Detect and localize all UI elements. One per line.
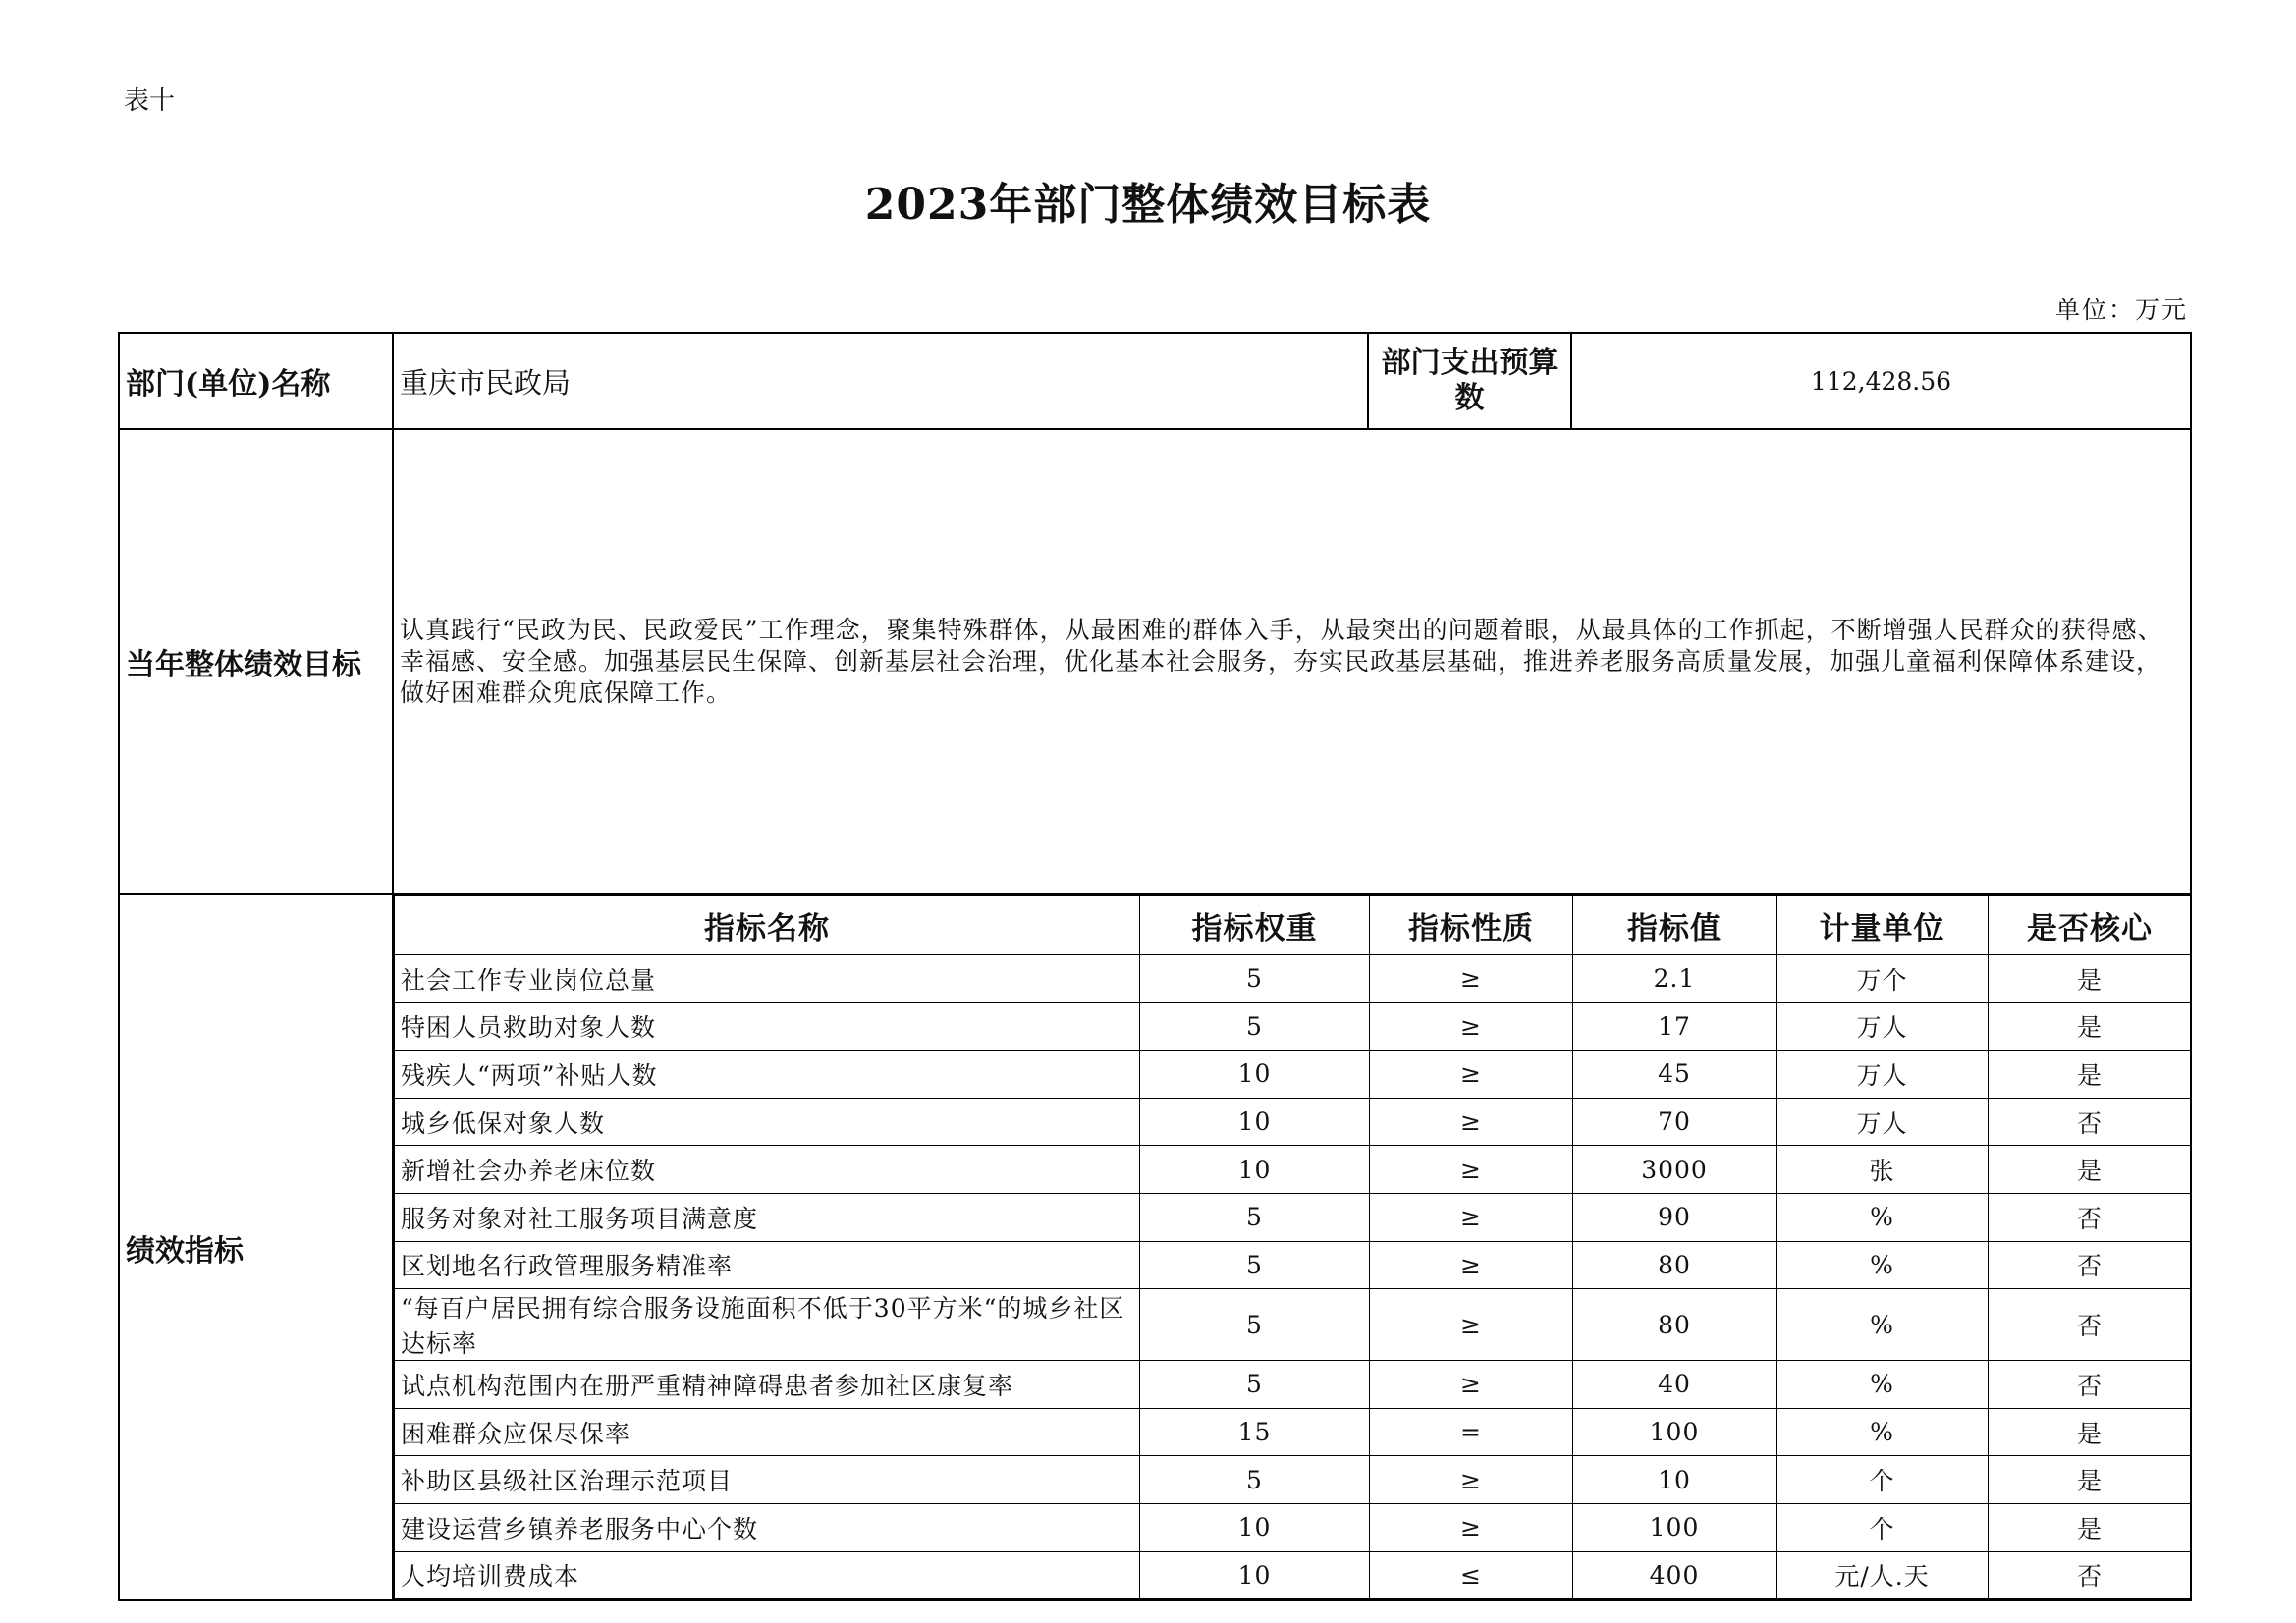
indicator-unit: 万个 bbox=[1777, 955, 1989, 1003]
unit-label: 单位：万元 bbox=[2054, 296, 2188, 324]
indicator-nature: ≥ bbox=[1370, 1146, 1573, 1194]
indicator-nature: ≥ bbox=[1370, 1241, 1573, 1289]
indicator-core: 是 bbox=[1989, 1051, 2192, 1099]
indicator-name: 城乡低保对象人数 bbox=[395, 1098, 1140, 1146]
indicator-name: 新增社会办养老床位数 bbox=[395, 1146, 1140, 1194]
budget-value: 112,428.56 bbox=[1810, 366, 1952, 396]
budget-label: 部门支出预算数 bbox=[1381, 346, 1558, 415]
column-header: 是否核心 bbox=[1989, 896, 2192, 955]
table-row bbox=[395, 955, 2192, 1003]
indicator-weight: 5 bbox=[1140, 1456, 1370, 1504]
indicators-label: 绩效指标 bbox=[126, 1233, 244, 1269]
indicator-value: 80 bbox=[1573, 1289, 1777, 1361]
indicator-weight: 5 bbox=[1140, 1193, 1370, 1241]
indicator-nature: ≥ bbox=[1370, 1289, 1573, 1361]
indicator-weight: 5 bbox=[1140, 1289, 1370, 1361]
table-row bbox=[395, 1051, 2192, 1099]
indicator-value: 400 bbox=[1573, 1551, 1777, 1599]
indicator-value: 40 bbox=[1573, 1361, 1777, 1409]
indicator-name: 社会工作专业岗位总量 bbox=[395, 955, 1140, 1003]
indicator-weight: 15 bbox=[1140, 1408, 1370, 1456]
indicator-value: 10 bbox=[1573, 1456, 1777, 1504]
indicator-core: 否 bbox=[1989, 1551, 2192, 1599]
table-row bbox=[395, 1361, 2192, 1409]
table-row bbox=[395, 1098, 2192, 1146]
goal-label: 当年整体绩效目标 bbox=[126, 648, 361, 682]
indicator-core: 否 bbox=[1989, 1098, 2192, 1146]
indicator-nature: ≤ bbox=[1370, 1551, 1573, 1599]
indicator-name: 残疾人“两项”补贴人数 bbox=[395, 1051, 1140, 1099]
indicator-weight: 5 bbox=[1140, 955, 1370, 1003]
indicator-core: 是 bbox=[1989, 1456, 2192, 1504]
indicator-unit: 万人 bbox=[1777, 1002, 1989, 1051]
performance-target-table bbox=[118, 332, 2192, 1601]
indicator-weight: 10 bbox=[1140, 1051, 1370, 1099]
indicators-table bbox=[394, 895, 2192, 1599]
goal-text-cell bbox=[393, 429, 2191, 894]
table-row bbox=[395, 1193, 2192, 1241]
indicator-core: 否 bbox=[1989, 1289, 2192, 1361]
indicator-value: 80 bbox=[1573, 1241, 1777, 1289]
goal-label-cell bbox=[119, 429, 393, 894]
indicator-core: 是 bbox=[1989, 955, 2192, 1003]
indicator-weight: 10 bbox=[1140, 1503, 1370, 1551]
indicator-value: 70 bbox=[1573, 1098, 1777, 1146]
indicator-value: 90 bbox=[1573, 1193, 1777, 1241]
indicator-value: 2.1 bbox=[1573, 955, 1777, 1003]
indicator-unit: % bbox=[1777, 1408, 1989, 1456]
table-row bbox=[395, 1002, 2192, 1051]
indicator-name: 补助区县级社区治理示范项目 bbox=[395, 1456, 1140, 1504]
indicator-core: 否 bbox=[1989, 1241, 2192, 1289]
indicator-nature: ≥ bbox=[1370, 1503, 1573, 1551]
indicator-core: 否 bbox=[1989, 1361, 2192, 1409]
indicator-name: 特困人员救助对象人数 bbox=[395, 1002, 1140, 1051]
indicator-nature: ≥ bbox=[1370, 1098, 1573, 1146]
indicator-weight: 10 bbox=[1140, 1551, 1370, 1599]
table-row bbox=[395, 1551, 2192, 1599]
column-header: 指标名称 bbox=[395, 896, 1140, 955]
table-row bbox=[395, 1456, 2192, 1504]
table-row bbox=[395, 1503, 2192, 1551]
dept-label-cell bbox=[119, 333, 393, 429]
column-header: 指标值 bbox=[1573, 896, 1777, 955]
goal-text: 认真践行“民政为民、民政爱民”工作理念，聚集特殊群体，从最困难的群体入手，从最突出的问题着眼，从最具体的工作抓起，不断增强人民群众的获得感、幸福感、安全感。加强基层民生保障、创新基层社会治理，优化基本社会服务，夯实民政基层基础，推进养老服务高质量发展，加强儿童福利保障体系建设，做好困难群众兜底保障工作。 bbox=[400, 616, 2163, 707]
dept-name-cell bbox=[393, 333, 1368, 429]
indicator-weight: 5 bbox=[1140, 1002, 1370, 1051]
indicator-weight: 5 bbox=[1140, 1361, 1370, 1409]
column-header: 计量单位 bbox=[1777, 896, 1989, 955]
indicator-name: 困难群众应保尽保率 bbox=[395, 1408, 1140, 1456]
indicator-nature: ≥ bbox=[1370, 1361, 1573, 1409]
column-header: 指标权重 bbox=[1140, 896, 1370, 955]
indicator-core: 是 bbox=[1989, 1408, 2192, 1456]
page-title: 2023年部门整体绩效目标表 bbox=[864, 180, 1432, 230]
indicator-name: 试点机构范围内在册严重精神障碍患者参加社区康复率 bbox=[395, 1361, 1140, 1409]
indicator-unit: 张 bbox=[1777, 1146, 1989, 1194]
dept-label: 部门(单位)名称 bbox=[126, 367, 331, 402]
indicator-value: 100 bbox=[1573, 1408, 1777, 1456]
indicator-unit: % bbox=[1777, 1289, 1989, 1361]
indicator-nature: ≥ bbox=[1370, 1456, 1573, 1504]
indicator-name: 建设运营乡镇养老服务中心个数 bbox=[395, 1503, 1140, 1551]
table-number: 表十 bbox=[124, 86, 176, 116]
indicator-core: 否 bbox=[1989, 1193, 2192, 1241]
indicators-cell bbox=[393, 894, 2191, 1600]
indicator-name: 服务对象对社工服务项目满意度 bbox=[395, 1193, 1140, 1241]
indicator-nature: ≥ bbox=[1370, 1002, 1573, 1051]
table-row bbox=[395, 1241, 2192, 1289]
indicator-unit: % bbox=[1777, 1241, 1989, 1289]
indicator-unit: % bbox=[1777, 1193, 1989, 1241]
indicators-header-row bbox=[395, 896, 2192, 955]
indicator-name: 人均培训费成本 bbox=[395, 1551, 1140, 1599]
column-header: 指标性质 bbox=[1370, 896, 1573, 955]
indicator-value: 17 bbox=[1573, 1002, 1777, 1051]
indicator-unit: 元/人.天 bbox=[1777, 1551, 1989, 1599]
indicator-nature: ≥ bbox=[1370, 1051, 1573, 1099]
indicator-weight: 10 bbox=[1140, 1146, 1370, 1194]
indicator-nature: ≥ bbox=[1370, 1193, 1573, 1241]
indicator-core: 是 bbox=[1989, 1146, 2192, 1194]
dept-name: 重庆市民政局 bbox=[400, 365, 572, 400]
indicator-unit: 个 bbox=[1777, 1456, 1989, 1504]
indicator-core: 是 bbox=[1989, 1002, 2192, 1051]
indicator-name: “每百户居民拥有综合服务设施面积不低于30平方米“的城乡社区达标率 bbox=[395, 1289, 1140, 1361]
table-row bbox=[395, 1146, 2192, 1194]
indicator-nature: = bbox=[1370, 1408, 1573, 1456]
indicator-value: 45 bbox=[1573, 1051, 1777, 1099]
indicator-core: 是 bbox=[1989, 1503, 2192, 1551]
indicator-value: 100 bbox=[1573, 1503, 1777, 1551]
indicator-unit: 个 bbox=[1777, 1503, 1989, 1551]
indicators-label-cell bbox=[119, 894, 393, 1600]
budget-label-cell bbox=[1368, 333, 1571, 429]
indicator-nature: ≥ bbox=[1370, 955, 1573, 1003]
indicator-weight: 5 bbox=[1140, 1241, 1370, 1289]
table-row bbox=[395, 1408, 2192, 1456]
budget-value-cell bbox=[1571, 333, 2191, 429]
table-row bbox=[395, 1289, 2192, 1361]
indicator-unit: 万人 bbox=[1777, 1051, 1989, 1099]
indicator-unit: % bbox=[1777, 1361, 1989, 1409]
indicator-unit: 万人 bbox=[1777, 1098, 1989, 1146]
indicator-value: 3000 bbox=[1573, 1146, 1777, 1194]
indicator-weight: 10 bbox=[1140, 1098, 1370, 1146]
indicator-name: 区划地名行政管理服务精准率 bbox=[395, 1241, 1140, 1289]
